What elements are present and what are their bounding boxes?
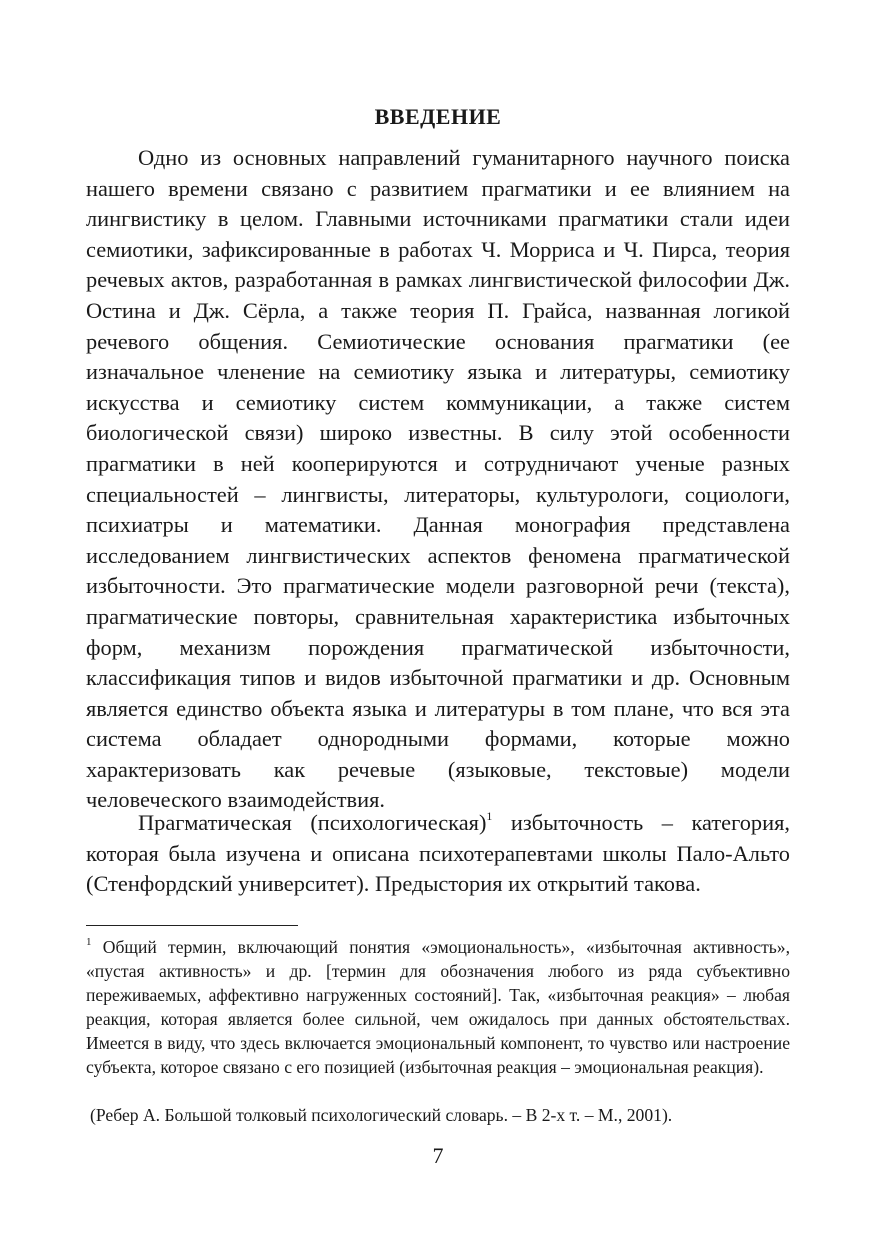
footnote — [86, 935, 790, 1079]
footnote-reference: (Ребер А. Большой толковый психологический словарь. – В 2-х т. – М., 2001). — [90, 1105, 673, 1125]
footnote-text: Общий термин, включающий понятия «эмоциональность», «избыточная активность», «пустая активность» и др. [термин для обозначения любого из ряда субъективно переживаемых, аффективно нагруженных состояний]. Так, «избыточная реакция» – любая реакция, которая является более сильной, чем ожидалось при данных обстоятельствах. Имеется в виду, что здесь включается эмоциональный компонент, то чувство или настроение субъекта, которое связано с его позицией (избыточная реакция – эмоциональная реакция). — [86, 937, 790, 1077]
footnote-reference-mark[interactable]: 1 — [486, 808, 493, 823]
chapter-title: ВВЕДЕНИЕ — [374, 104, 502, 129]
paragraph-2-text-before: Прагматическая (психологическая) — [138, 810, 487, 835]
paragraph-2-text-after: избыточность – категория, которая была изучена и описана психотерапевтами школы Пало-Альто (Стенфордский университет). Предыстория их открытий такова. — [86, 810, 790, 897]
footnote-separator — [86, 925, 298, 926]
body-paragraph-1: Одно из основных направлений гуманитарного научного поиска нашего времени связано с развитием прагматики и ее влиянием на лингвистику в целом. Главными источниками прагматики стали идеи семиотики, зафиксированные в работах Ч. Морриса и Ч. Пирса, теория речевых актов, разработанная в рамках лингвистической философии Дж. Остина и Дж. Сёрла, а также теория П. Грайса, названная логикой речевого общения. Семиотические основания прагматики (ее изначальное членение на семиотику языка и литературы, семиотику искусства и семиотику систем коммуникации, а также систем биологической связи) широко известны. В силу этой особенности прагматики в ней кооперируются и сотрудничают ученые разных специальностей – лингвисты, литераторы, культурологи, социологи, психиатры и математики. Данная монография представлена исследованием лингвистических аспектов феномена прагматической избыточности. Это прагматические модели разговорной речи (текста), прагматические повторы, сравнительная характеристика избыточных форм, механизм порождения прагматической избыточности, классификация типов и видов избыточной прагматики и др. Основным является единство объекта языка и литературы в том плане, что вся эта система обладает однородными формами, которые можно характеризовать как речевые (языковые, текстовые) модели человеческого взаимодействия. — [86, 145, 790, 813]
page-number: 7 — [432, 1143, 444, 1168]
body-paragraph-2 — [86, 808, 790, 900]
footnote-mark: 1 — [86, 936, 92, 949]
